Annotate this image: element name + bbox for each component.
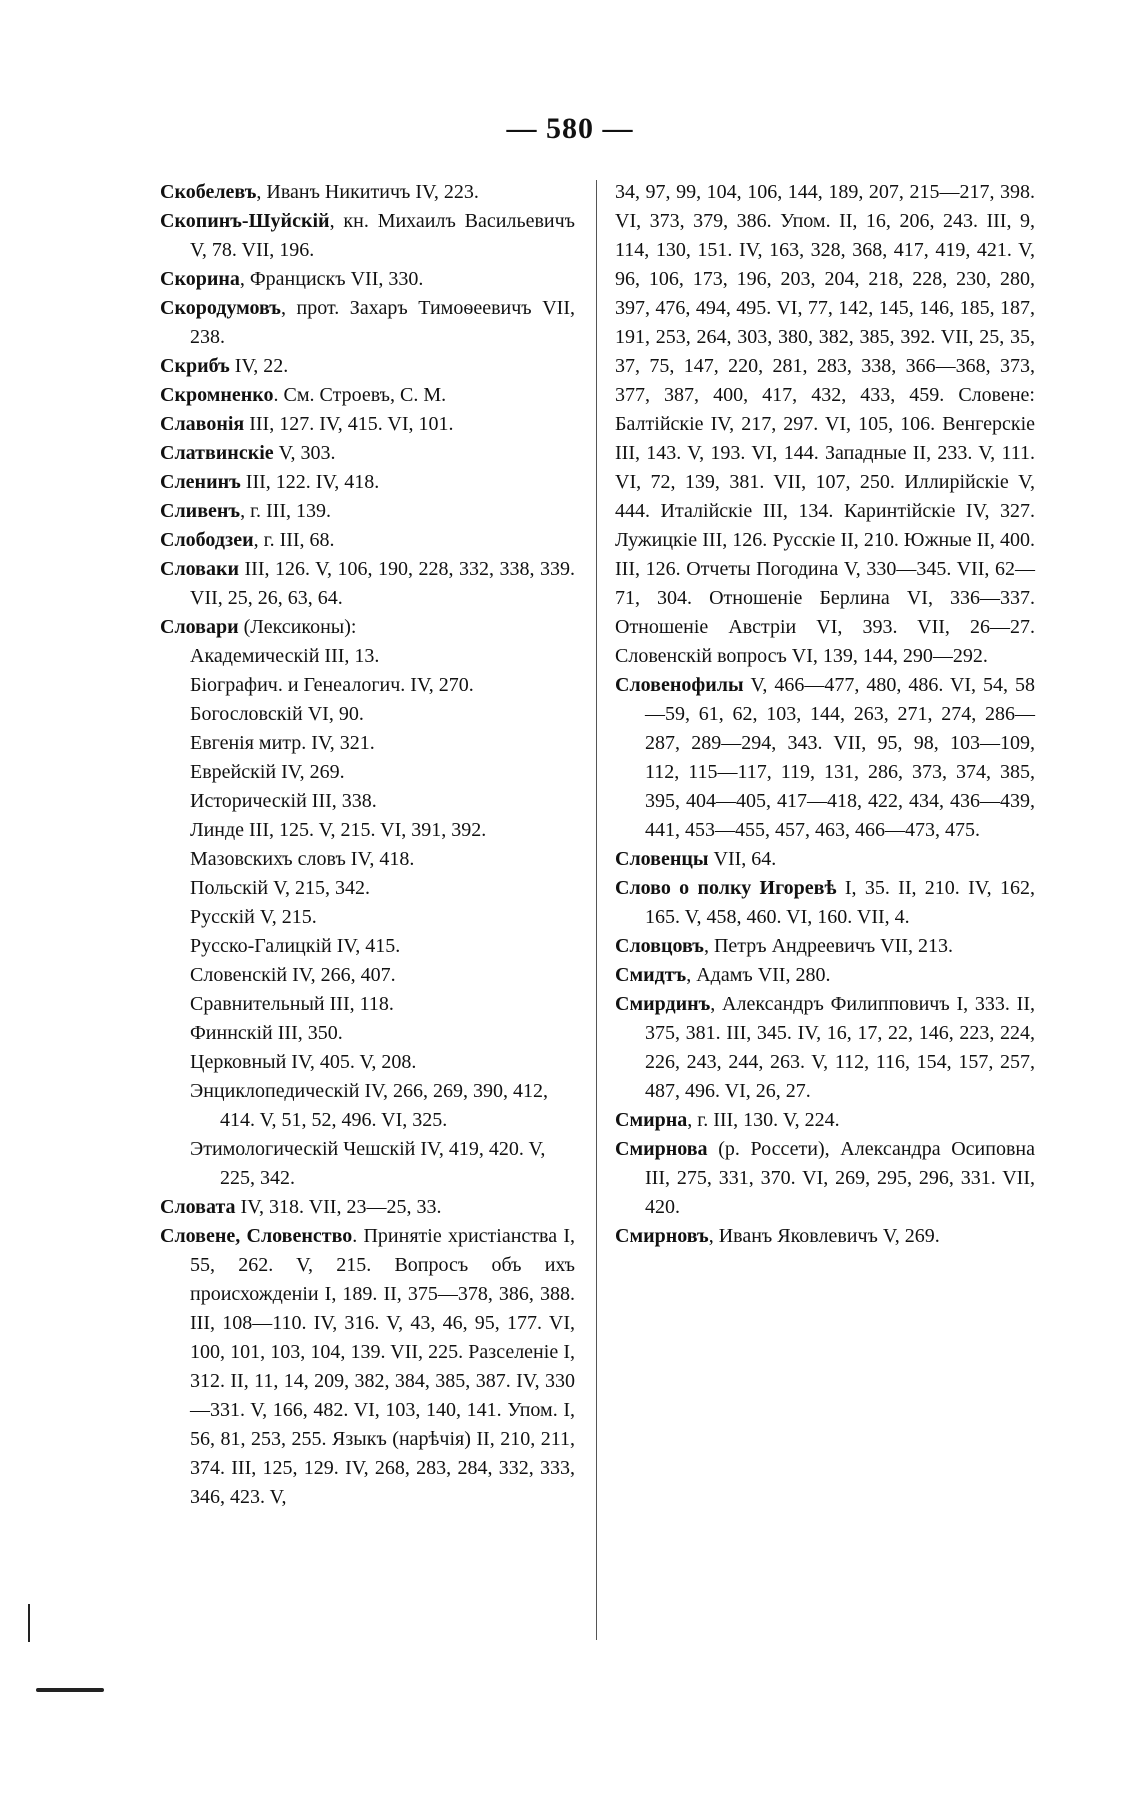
index-column-right (615, 178, 1035, 1251)
margin-dash (36, 1688, 104, 1692)
index-entry (160, 265, 575, 294)
entry-references: Русскій V, 215. (190, 906, 317, 928)
entry-references: Историческій III, 338. (190, 790, 377, 812)
entry-references: III, 127. IV, 415. VI, 101. (244, 413, 454, 435)
index-entry (615, 671, 1035, 845)
entry-references: V, 303. (273, 442, 336, 464)
index-entry (160, 729, 575, 758)
index-entry (160, 845, 575, 874)
entry-heading: Скрибъ (160, 355, 230, 377)
entry-heading: Смидтъ (615, 964, 687, 986)
entry-references: Русско-Галицкій IV, 415. (190, 935, 401, 957)
index-entry (160, 381, 575, 410)
entry-references: Польскій V, 215, 342. (190, 877, 370, 899)
entry-heading: Слатвинскіе (160, 442, 274, 464)
index-entry (160, 207, 575, 265)
entry-references: , Иванъ Яковлевичъ V, 269. (708, 1225, 940, 1247)
entry-heading: Смирнова (615, 1138, 708, 1160)
index-entry (615, 845, 1035, 874)
index-entry (160, 613, 575, 642)
entry-heading: Скопинъ-Шуйскій (160, 210, 330, 232)
index-entry (160, 903, 575, 932)
index-entry (160, 352, 575, 381)
entry-references: V, 466—477, 480, 486. VI, 54, 58—59, 61, 62, 103, 144, 263, 271, 274, 286—287, 289—294, 343. VII, 95, 98, 103—109, 112, 115—117, 119, 131, 286, 373, 374, 385, 395, 404—405, 417—418, 422, 434, 436—439, 441, 453—455, 457, 463, 466—473, 475. (645, 674, 1035, 841)
index-entry (160, 497, 575, 526)
entry-references: . См. Строевъ, С. М. (273, 384, 447, 406)
page-number: — 580 — (506, 112, 634, 145)
entry-heading: Словаки (160, 558, 240, 580)
index-entry (160, 874, 575, 903)
entry-references: (Лексиконы): (238, 616, 357, 638)
entry-references: Энциклопедическій IV, 266, 269, 390, 412, 414. V, 51, 52, 496. VI, 325. (190, 1080, 549, 1131)
entry-references: (р. Россети), Александра Осиповна III, 275, 331, 370. VI, 269, 295, 296, 331. VII, 420. (645, 1138, 1035, 1218)
index-entry (615, 932, 1035, 961)
index-entry (160, 990, 575, 1019)
entry-references: VII, 64. (708, 848, 777, 870)
index-entry (160, 1048, 575, 1077)
entry-heading: Скромненко (160, 384, 274, 406)
entry-heading: Словари (160, 616, 239, 638)
index-entry (160, 1019, 575, 1048)
entry-references: Біографич. и Генеалогич. IV, 270. (190, 674, 474, 696)
entry-references: Финнскій III, 350. (190, 1022, 343, 1044)
index-entry (160, 671, 575, 700)
entry-heading: Сленинъ (160, 471, 241, 493)
entry-references: Мазовскихъ словъ IV, 418. (190, 848, 415, 870)
margin-mark (28, 1604, 30, 1642)
entry-references: Словенскій IV, 266, 407. (190, 964, 396, 986)
entry-references: , г. III, 68. (253, 529, 335, 551)
entry-heading: Словцовъ (615, 935, 704, 957)
index-entry (615, 178, 1035, 671)
entry-references: Этимологическій Чешскій IV, 419, 420. V, 225, 342. (190, 1138, 546, 1189)
index-entry (160, 1077, 575, 1135)
entry-references: , Адамъ VII, 280. (686, 964, 831, 986)
entry-heading: Скобелевъ (160, 181, 257, 203)
entry-heading: Словенцы (615, 848, 709, 870)
index-entry (160, 1135, 575, 1193)
entry-heading: Скорина (160, 268, 240, 290)
index-entry (160, 700, 575, 729)
entry-heading: Словене, Словенство (160, 1225, 353, 1247)
entry-references: , г. III, 130. V, 224. (687, 1109, 840, 1131)
entry-references: Церковный IV, 405. V, 208. (190, 1051, 417, 1073)
entry-references: 34, 97, 99, 104, 106, 144, 189, 207, 215—217, 398. VI, 373, 379, 386. Упом. II, 16, 206, 243. III, 9, 114, 130, 151. IV, 163, 328, 368, 417, 419, 421. V, 96, 106, 173, 196, 203, 204, 218, 228, 230, 280, 397, 476, 494, 495. VI, 77, 142, 145, 146, 185, 187, 191, 253, 264, 303, 380, 382, 385, 392. VII, 25, 35, 37, 75, 147, 220, 281, 283, 338, 366—368, 373, 377, 387, 400, 417, 432, 433, 459. Словене: Балтійскіе IV, 217, 297. VI, 105, 106. Венгерскіе III, 143. V, 193. VI, 144. Западные II, 233. V, 111. VI, 72, 139, 381. VII, 107, 250. Иллирійскіе V, 444. Италійскіе III, 134. Каринтійскіе IV, 327. Лужицкіе III, 126. Русскіе II, 210. Южные II, 400. III, 126. Отчеты Погодина V, 330—345. VII, 62—71, 304. Отношеніе Берлина VI, 336—337. Отношеніе Австріи VI, 393. VII, 26—27. Словенскій вопросъ VI, 139, 144, 290—292. (615, 181, 1035, 667)
entry-references: , г. III, 139. (240, 500, 331, 522)
index-entry (160, 439, 575, 468)
index-entry (615, 1135, 1035, 1222)
entry-heading: Словата (160, 1196, 236, 1218)
index-entry (160, 294, 575, 352)
column-divider (596, 180, 597, 1640)
entry-references: Богословскій VI, 90. (190, 703, 364, 725)
entry-heading: Смирдинъ (615, 993, 711, 1015)
entry-heading: Славонія (160, 413, 245, 435)
entry-heading: Смирновъ (615, 1225, 709, 1247)
index-entry (160, 1193, 575, 1222)
entry-heading: Словенофилы (615, 674, 744, 696)
index-entry (615, 874, 1035, 932)
entry-references: III, 126. V, 106, 190, 228, 332, 338, 339. VII, 25, 26, 63, 64. (190, 558, 575, 609)
entry-heading: Слободзеи (160, 529, 254, 551)
index-entry (615, 961, 1035, 990)
entry-references: , кн. Михаилъ Васильевичъ V, 78. VII, 196. (190, 210, 575, 261)
index-entry (615, 1106, 1035, 1135)
entry-references: IV, 22. (229, 355, 289, 377)
entry-references: Евгенія митр. IV, 321. (190, 732, 375, 754)
index-entry (160, 758, 575, 787)
entry-references: . Принятіе христіанства I, 55, 262. V, 215. Вопросъ объ ихъ происхожденіи I, 189. II, 375—378, 386, 388. III, 108—110. IV, 316. V, 43, 46, 95, 177. VI, 100, 101, 103, 104, 139. VII, 225. Разселеніе I, 312. II, 11, 14, 209, 382, 384, 385, 387. IV, 330—331. V, 166, 482. VI, 103, 140, 141. Упом. I, 56, 81, 253, 255. Языкъ (нарѣчія) II, 210, 211, 374. III, 125, 129. IV, 268, 283, 284, 332, 333, 346, 423. V, (190, 1225, 575, 1508)
entry-references: , Иванъ Никитичъ IV, 223. (256, 181, 479, 203)
entry-references: I, 35. II, 210. IV, 162, 165. V, 458, 460. VI, 160. VII, 4. (645, 877, 1035, 928)
index-entry (160, 555, 575, 613)
index-entry (615, 1222, 1035, 1251)
index-entry (160, 178, 575, 207)
index-entry (615, 990, 1035, 1106)
entry-references: Сравнительный III, 118. (190, 993, 394, 1015)
index-entry (160, 787, 575, 816)
index-entry (160, 526, 575, 555)
entry-heading: Скородумовъ (160, 297, 281, 319)
entry-heading: Слово о полку Игоревѣ (615, 877, 837, 899)
index-entry (160, 961, 575, 990)
index-entry (160, 816, 575, 845)
entry-references: Линде III, 125. V, 215. VI, 391, 392. (190, 819, 487, 841)
index-entry (160, 468, 575, 497)
entry-heading: Смирна (615, 1109, 688, 1131)
entry-heading: Сливенъ (160, 500, 241, 522)
entry-references: , Александръ Филипповичъ I, 333. II, 375, 381. III, 345. IV, 16, 17, 22, 146, 223, 224, 226, 243, 244, 263. V, 112, 116, 154, 157, 257, 487, 496. VI, 26, 27. (645, 993, 1035, 1102)
entry-references: , Петръ Андреевичъ VII, 213. (703, 935, 954, 957)
index-entry (160, 642, 575, 671)
index-entry (160, 1222, 575, 1512)
entry-references: III, 122. IV, 418. (240, 471, 380, 493)
index-column-left (160, 178, 575, 1512)
index-entry (160, 410, 575, 439)
entry-references: Академическій III, 13. (190, 645, 380, 667)
index-entry (160, 932, 575, 961)
entry-references: IV, 318. VII, 23—25, 33. (235, 1196, 442, 1218)
entry-references: , прот. Захаръ Тимоѳеевичъ VII, 238. (190, 297, 575, 348)
entry-references: , Францискъ VII, 330. (239, 268, 424, 290)
entry-references: Еврейскій IV, 269. (190, 761, 345, 783)
